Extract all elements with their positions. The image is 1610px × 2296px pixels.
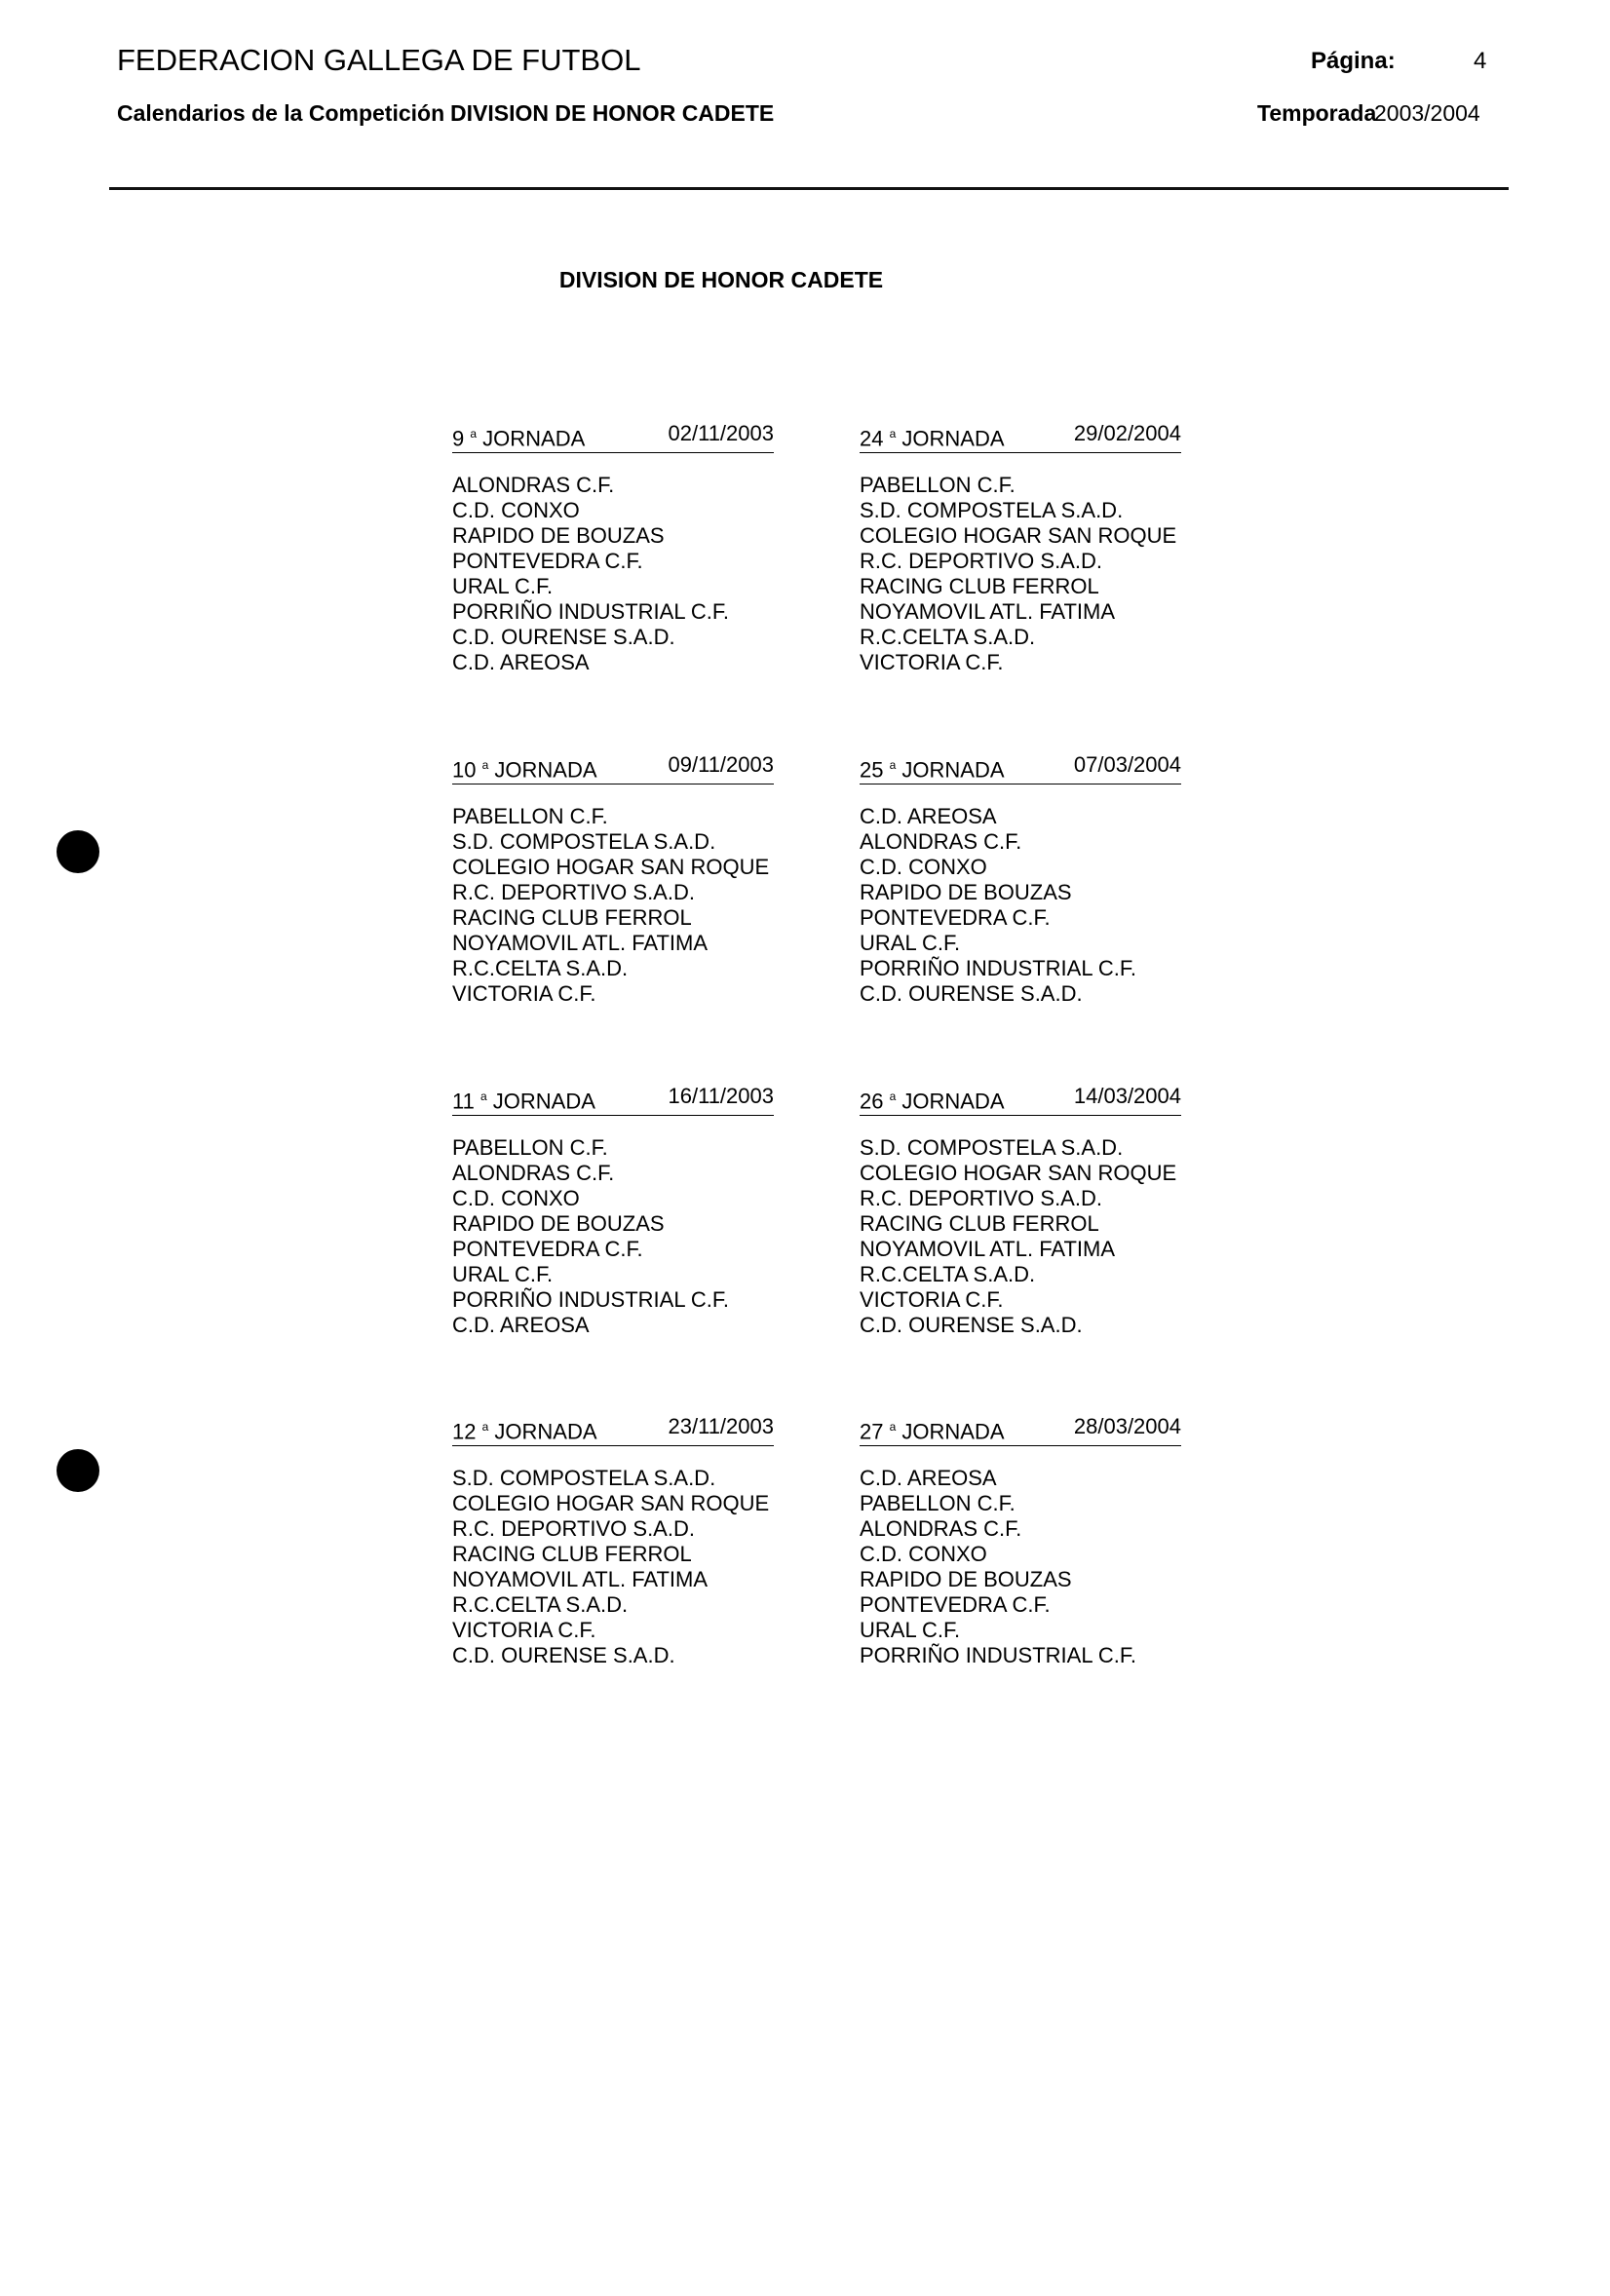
round-label: JORNADA xyxy=(488,1419,597,1444)
round-number: 9 xyxy=(452,426,471,451)
round-header xyxy=(860,1084,1181,1116)
round-label: JORNADA xyxy=(896,757,1005,783)
round-label: JORNADA xyxy=(896,426,1005,451)
team-name: NOYAMOVIL ATL. FATIMA xyxy=(452,1567,709,1592)
round-header xyxy=(860,421,1181,453)
team-name: R.C. DEPORTIVO S.A.D. xyxy=(452,1516,695,1542)
team-name: RACING CLUB FERROL xyxy=(860,1211,1099,1237)
team-name: R.C.CELTA S.A.D. xyxy=(452,956,629,981)
round-ordinal: a xyxy=(481,1420,489,1434)
season-label: Temporada xyxy=(1257,100,1377,126)
team-name: VICTORIA C.F. xyxy=(860,1287,1004,1313)
team-name: PORRIÑO INDUSTRIAL C.F. xyxy=(860,1643,1136,1668)
team-name: PABELLON C.F. xyxy=(860,473,1016,498)
round-block xyxy=(452,1414,774,1668)
team-name: C.D. AREOSA xyxy=(860,1466,997,1491)
team-list xyxy=(452,804,774,1007)
round-number: 10 xyxy=(452,757,482,783)
round-title xyxy=(452,752,597,783)
page-label: Página: xyxy=(1311,48,1396,74)
round-label: JORNADA xyxy=(896,1089,1005,1114)
round-title xyxy=(860,1414,1005,1444)
team-name: S.D. COMPOSTELA S.A.D. xyxy=(860,1135,1124,1161)
round-header xyxy=(452,1084,774,1116)
team-name: RAPIDO DE BOUZAS xyxy=(860,880,1072,905)
round-header xyxy=(452,752,774,784)
team-name: VICTORIA C.F. xyxy=(452,981,596,1007)
round-block xyxy=(860,421,1181,675)
round-date: 16/11/2003 xyxy=(668,1084,774,1108)
round-ordinal: a xyxy=(889,1420,897,1434)
section-title: DIVISION DE HONOR CADETE xyxy=(558,267,884,292)
round-number: 27 xyxy=(860,1419,890,1444)
team-name: C.D. OURENSE S.A.D. xyxy=(860,1313,1083,1338)
round-number: 12 xyxy=(452,1419,482,1444)
round-title xyxy=(452,1084,595,1114)
round-number: 24 xyxy=(860,426,890,451)
team-name: C.D. OURENSE S.A.D. xyxy=(452,1643,675,1668)
team-list xyxy=(452,1466,774,1668)
round-block xyxy=(452,421,774,675)
team-name: S.D. COMPOSTELA S.A.D. xyxy=(452,829,716,855)
team-name: RAPIDO DE BOUZAS xyxy=(452,523,665,549)
round-ordinal: a xyxy=(481,758,489,772)
round-ordinal: a xyxy=(470,427,478,440)
round-date: 29/02/2004 xyxy=(1073,421,1181,445)
round-title xyxy=(860,752,1005,783)
team-name: COLEGIO HOGAR SAN ROQUE xyxy=(452,1491,770,1516)
header-divider xyxy=(109,187,1509,190)
team-name: RAPIDO DE BOUZAS xyxy=(452,1211,665,1237)
round-title xyxy=(452,1414,597,1444)
season-value: 2003/2004 xyxy=(1374,100,1480,126)
team-name: S.D. COMPOSTELA S.A.D. xyxy=(452,1466,716,1491)
team-list xyxy=(860,473,1181,675)
round-title xyxy=(860,1084,1005,1114)
round-date: 23/11/2003 xyxy=(668,1414,774,1438)
team-name: PORRIÑO INDUSTRIAL C.F. xyxy=(452,599,729,625)
organization-name: FEDERACION GALLEGA DE FUTBOL xyxy=(117,43,641,77)
round-header xyxy=(860,752,1181,784)
team-name: COLEGIO HOGAR SAN ROQUE xyxy=(860,1161,1177,1186)
round-ordinal: a xyxy=(889,758,897,772)
team-name: ALONDRAS C.F. xyxy=(452,1161,615,1186)
team-name: VICTORIA C.F. xyxy=(452,1618,596,1643)
team-name: URAL C.F. xyxy=(860,1618,961,1643)
team-name: R.C.CELTA S.A.D. xyxy=(860,625,1036,650)
team-name: ALONDRAS C.F. xyxy=(860,1516,1022,1542)
team-name: PORRIÑO INDUSTRIAL C.F. xyxy=(452,1287,729,1313)
team-name: PONTEVEDRA C.F. xyxy=(860,905,1051,931)
team-name: PORRIÑO INDUSTRIAL C.F. xyxy=(860,956,1136,981)
team-name: R.C.CELTA S.A.D. xyxy=(860,1262,1036,1287)
team-name: NOYAMOVIL ATL. FATIMA xyxy=(860,1237,1116,1262)
team-name: C.D. AREOSA xyxy=(452,650,590,675)
team-name: C.D. CONXO xyxy=(860,855,987,880)
team-name: ALONDRAS C.F. xyxy=(860,829,1022,855)
round-date: 14/03/2004 xyxy=(1073,1084,1181,1108)
team-list xyxy=(860,804,1181,1007)
round-header xyxy=(452,421,774,453)
team-name: COLEGIO HOGAR SAN ROQUE xyxy=(452,855,770,880)
team-name: PONTEVEDRA C.F. xyxy=(452,1237,643,1262)
round-header xyxy=(452,1414,774,1446)
team-name: ALONDRAS C.F. xyxy=(452,473,615,498)
team-name: R.C. DEPORTIVO S.A.D. xyxy=(452,880,695,905)
round-block xyxy=(860,752,1181,1007)
subtitle-prefix: Calendarios de la Competición xyxy=(117,100,445,126)
team-name: C.D. CONXO xyxy=(452,498,580,523)
team-name: C.D. OURENSE S.A.D. xyxy=(860,981,1083,1007)
round-block xyxy=(860,1084,1181,1338)
team-name: RACING CLUB FERROL xyxy=(452,1542,692,1567)
subtitle-competition: DIVISION DE HONOR CADETE xyxy=(450,100,775,126)
round-label: JORNADA xyxy=(488,757,597,783)
team-name: URAL C.F. xyxy=(452,574,554,599)
punch-hole xyxy=(57,1449,99,1492)
round-number: 11 xyxy=(452,1089,480,1114)
punch-hole xyxy=(57,830,99,873)
team-name: PONTEVEDRA C.F. xyxy=(452,549,643,574)
team-list xyxy=(860,1135,1181,1338)
team-name: RAPIDO DE BOUZAS xyxy=(860,1567,1072,1592)
team-name: RACING CLUB FERROL xyxy=(860,574,1099,599)
team-name: R.C. DEPORTIVO S.A.D. xyxy=(860,549,1102,574)
team-name: PABELLON C.F. xyxy=(452,804,608,829)
team-name: PABELLON C.F. xyxy=(860,1491,1016,1516)
round-title xyxy=(452,421,585,451)
round-number: 25 xyxy=(860,757,890,783)
round-header xyxy=(860,1414,1181,1446)
round-block xyxy=(860,1414,1181,1668)
round-label: JORNADA xyxy=(486,1089,595,1114)
round-ordinal: a xyxy=(479,1090,487,1103)
round-date: 09/11/2003 xyxy=(668,752,774,777)
round-label: JORNADA xyxy=(477,426,586,451)
team-name: RACING CLUB FERROL xyxy=(452,905,692,931)
team-name: PABELLON C.F. xyxy=(452,1135,608,1161)
round-ordinal: a xyxy=(889,1090,897,1103)
team-name: C.D. AREOSA xyxy=(860,804,997,829)
team-name: PONTEVEDRA C.F. xyxy=(860,1592,1051,1618)
round-ordinal: a xyxy=(889,427,897,440)
round-label: JORNADA xyxy=(896,1419,1005,1444)
team-name: NOYAMOVIL ATL. FATIMA xyxy=(860,599,1116,625)
round-date: 02/11/2003 xyxy=(668,421,774,445)
team-list xyxy=(452,1135,774,1338)
round-title xyxy=(860,421,1005,451)
team-name: C.D. AREOSA xyxy=(452,1313,590,1338)
team-list xyxy=(452,473,774,675)
team-name: C.D. CONXO xyxy=(452,1186,580,1211)
team-name: R.C. DEPORTIVO S.A.D. xyxy=(860,1186,1102,1211)
round-date: 07/03/2004 xyxy=(1073,752,1181,777)
team-list xyxy=(860,1466,1181,1668)
team-name: R.C.CELTA S.A.D. xyxy=(452,1592,629,1618)
team-name: URAL C.F. xyxy=(860,931,961,956)
team-name: VICTORIA C.F. xyxy=(860,650,1004,675)
team-name: C.D. CONXO xyxy=(860,1542,987,1567)
round-block xyxy=(452,1084,774,1338)
team-name: NOYAMOVIL ATL. FATIMA xyxy=(452,931,709,956)
team-name: C.D. OURENSE S.A.D. xyxy=(452,625,675,650)
team-name: COLEGIO HOGAR SAN ROQUE xyxy=(860,523,1177,549)
team-name: URAL C.F. xyxy=(452,1262,554,1287)
team-name: S.D. COMPOSTELA S.A.D. xyxy=(860,498,1124,523)
round-block xyxy=(452,752,774,1007)
round-date: 28/03/2004 xyxy=(1073,1414,1181,1438)
page-number: 4 xyxy=(1474,48,1487,74)
round-number: 26 xyxy=(860,1089,890,1114)
